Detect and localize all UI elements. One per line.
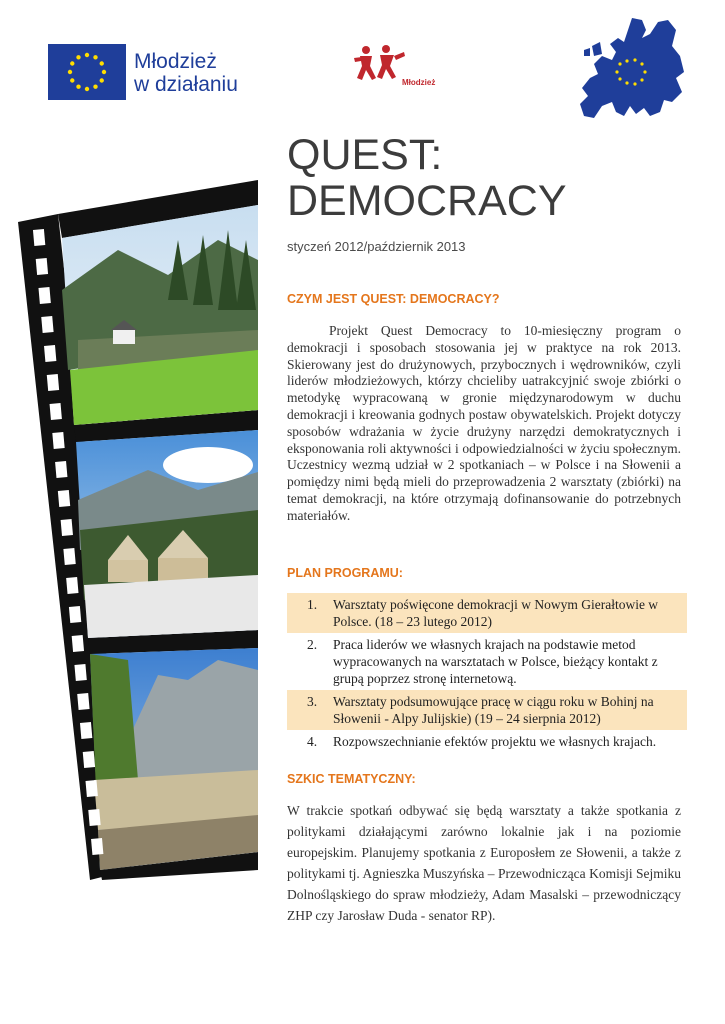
list-item-text: Rozpowszechnianie efektów projektu we własnych krajach. bbox=[333, 734, 657, 749]
program-plan-list bbox=[287, 593, 687, 753]
list-item-number: 4. bbox=[307, 734, 318, 749]
list-item bbox=[287, 730, 687, 753]
section-heading-thematic-outline: SZKIC TEMATYCZNY: bbox=[287, 772, 416, 786]
photo-lake bbox=[90, 648, 258, 870]
thematic-paragraph: W trakcie spotkań odbywać się będą warsztaty a także spotkania z politykami działającymi zarówno lokalnie jak i na poziomie europejskim. Planujemy spotkania z Europosłem ze Słowenii, a także z politykami tj. Agnieszka Muszyńska – Przewodnicząca Komisji Sejmiku Dolnośląskiego do spraw młodzieży, Adam Masalski – przewodniczący ZHP czy Jarosław Duda - senator RP). bbox=[287, 803, 681, 923]
list-item-number: 2. bbox=[307, 637, 318, 652]
list-item-text: Warsztaty podsumowujące pracę w ciągu roku w Bohinj na Słowenii - Alpy Julijskie) (19 – 24 sierpnia 2012) bbox=[333, 694, 654, 726]
list-item-number: 3. bbox=[307, 694, 318, 709]
list-item bbox=[287, 690, 687, 730]
photo-tents bbox=[76, 430, 258, 638]
list-item bbox=[287, 593, 687, 633]
section-heading-program-plan: PLAN PROGRAMU: bbox=[287, 566, 403, 580]
list-item-text: Warsztaty poświęcone demokracji w Nowym Gierałtowie w Polsce. (18 – 23 lutego 2012) bbox=[333, 597, 659, 629]
date-range: styczeń 2012/październik 2013 bbox=[287, 239, 466, 254]
mlodziez-logo-text: Młodzież bbox=[402, 78, 436, 87]
list-item bbox=[287, 633, 687, 690]
eu-flag-icon bbox=[48, 44, 126, 100]
title-line2: DEMOCRACY bbox=[287, 177, 567, 225]
photo-mountain-camp bbox=[62, 205, 258, 425]
eu-program-line2: w działaniu bbox=[134, 73, 238, 96]
eu-map-icon bbox=[572, 16, 687, 124]
eu-youth-in-action-logo bbox=[48, 44, 258, 100]
list-item-number: 1. bbox=[307, 597, 318, 612]
section-heading-what-is: CZYM JEST QUEST: DEMOCRACY? bbox=[287, 292, 500, 306]
list-item-text: Praca liderów we własnych krajach na podstawie metod wypracowanych na warsztatach w Polsce, bieżący kontakt z grupą poprzez stronę internetową. bbox=[333, 637, 658, 686]
film-strip bbox=[18, 180, 258, 880]
intro-paragraph: Projekt Quest Democracy to 10-miesięczny program o demokracji i sposobach stosowania jej w praktyce na rok 2013. Skierowany jest do drużynowych, przybocznych i wędrowników, czyli liderów młodzieżowych, którzy chcieliby uatrakcyjnić swoje zbiórki o metodykę wypracowaną w gronie międzynarodowym w duchu demokracji i kreowania godnych postaw obywatelskich. Projekt dotyczy sposobów wdrażania w życie drużyny narzędzi demokratycznych i eksponowania roli aktywności i odpowiedzialności w życiu społecznym. Uczestnicy wezmą udział w 2 spotkaniach – w Polsce i na Słowenii a pomiędzy nimi będą mieli do przeprowadzenia 2 warsztaty (zbiórki) na temat demokracji, na które otrzymają dofinansowanie do potrzebnych materiałów. bbox=[287, 323, 681, 523]
mlodziez-logo bbox=[352, 44, 436, 94]
title-line1: QUEST: bbox=[287, 131, 443, 179]
page-title bbox=[287, 132, 707, 224]
eu-program-line1: Młodzież bbox=[134, 50, 217, 73]
